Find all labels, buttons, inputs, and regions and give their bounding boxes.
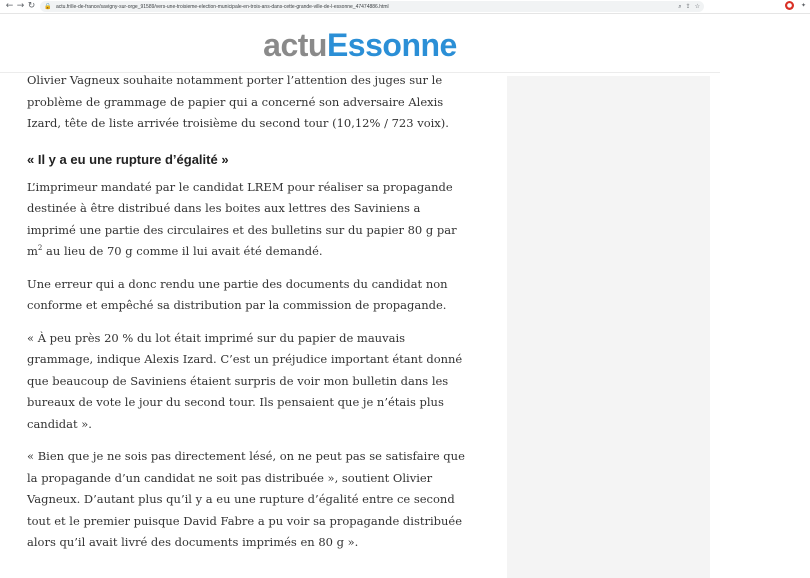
paragraph-2-text-a: L’imprimeur mandaté par le candidat LREM pour réaliser sa propagande destinée à être distribué dans les boites aux lettres des Saviniens a imprimé une partie des circulaires et des bulletins sur du papier 80 g par m [27, 179, 457, 258]
extension-icons [785, 1, 808, 10]
search-icon[interactable]: ⌕ [678, 2, 682, 10]
paragraph-3: Une erreur qui a donc rendu une partie des documents du candidat non conforme et empêché sa distribution par la commission de propagande. [27, 276, 448, 312]
site-header [0, 14, 720, 73]
reload-icon[interactable]: ↻ [27, 1, 36, 11]
share-icon[interactable]: ⇪ [685, 3, 691, 10]
article-body [27, 70, 465, 565]
paragraph-5: « Bien que je ne sois pas directement lésé, on ne peut pas se satisfaire que la propagande d’un candidat ne soit pas distribuée », soutient Olivier Vagneux. D’autant plus qu’il y a eu une rupture d’égalité entre ce second tout et le premier puisque David Fabre a pu voir sa propagande distribuée alors qu’il avait livré des documents imprimés en 80 g ». [27, 449, 465, 549]
site-logo[interactable] [263, 29, 457, 61]
forward-arrow-icon[interactable]: → [16, 1, 25, 11]
extension-icon[interactable]: ● [786, 2, 793, 9]
nav-buttons [4, 1, 37, 12]
address-bar-icons [678, 1, 700, 12]
url-text[interactable]: actu.fr/ile-de-france/savigny-sur-orge_91589/vers-une-troisieme-election-municipale-en-trois-ans-dans-cette-grande-ville-de-l-essonne_47474886.html [56, 3, 389, 10]
superscript: 2 [37, 244, 43, 253]
paragraph-2 [27, 177, 465, 263]
logo-actu: actu [263, 27, 327, 63]
logo-essonne: Essonne [326, 27, 457, 63]
section-heading: « Il y a eu une rupture d’égalité » [27, 151, 229, 167]
browser-toolbar [0, 0, 810, 14]
sidebar-ad-placeholder [507, 76, 710, 578]
puzzle-icon[interactable]: ✦ [800, 2, 807, 9]
bookmark-star-icon[interactable]: ☆ [694, 3, 700, 10]
paragraph-4: « À peu près 20 % du lot était imprimé sur du papier de mauvais grammage, indique Alexis Izard. C’est un préjudice important étant donné que beaucoup de Saviniens étaient surpris de voir mon bulletin dans les bureaux de vote le jour du second tour. Ils pensaient que je n’étais plus candidat ». [27, 330, 463, 431]
paragraph-2-text-b: au lieu de 70 g comme il lui avait été demandé. [42, 244, 323, 258]
address-bar[interactable] [40, 1, 704, 12]
paragraph-1: Olivier Vagneux souhaite notamment porter l’attention des juges sur le problème de grammage de papier qui a concerné son adversaire Alexis Izard, tête de liste arrivée troisième du second tour (10,12% / 723 voix). [27, 73, 449, 130]
back-arrow-icon[interactable]: ← [5, 1, 14, 11]
lock-icon[interactable]: 🔒 [44, 3, 52, 10]
